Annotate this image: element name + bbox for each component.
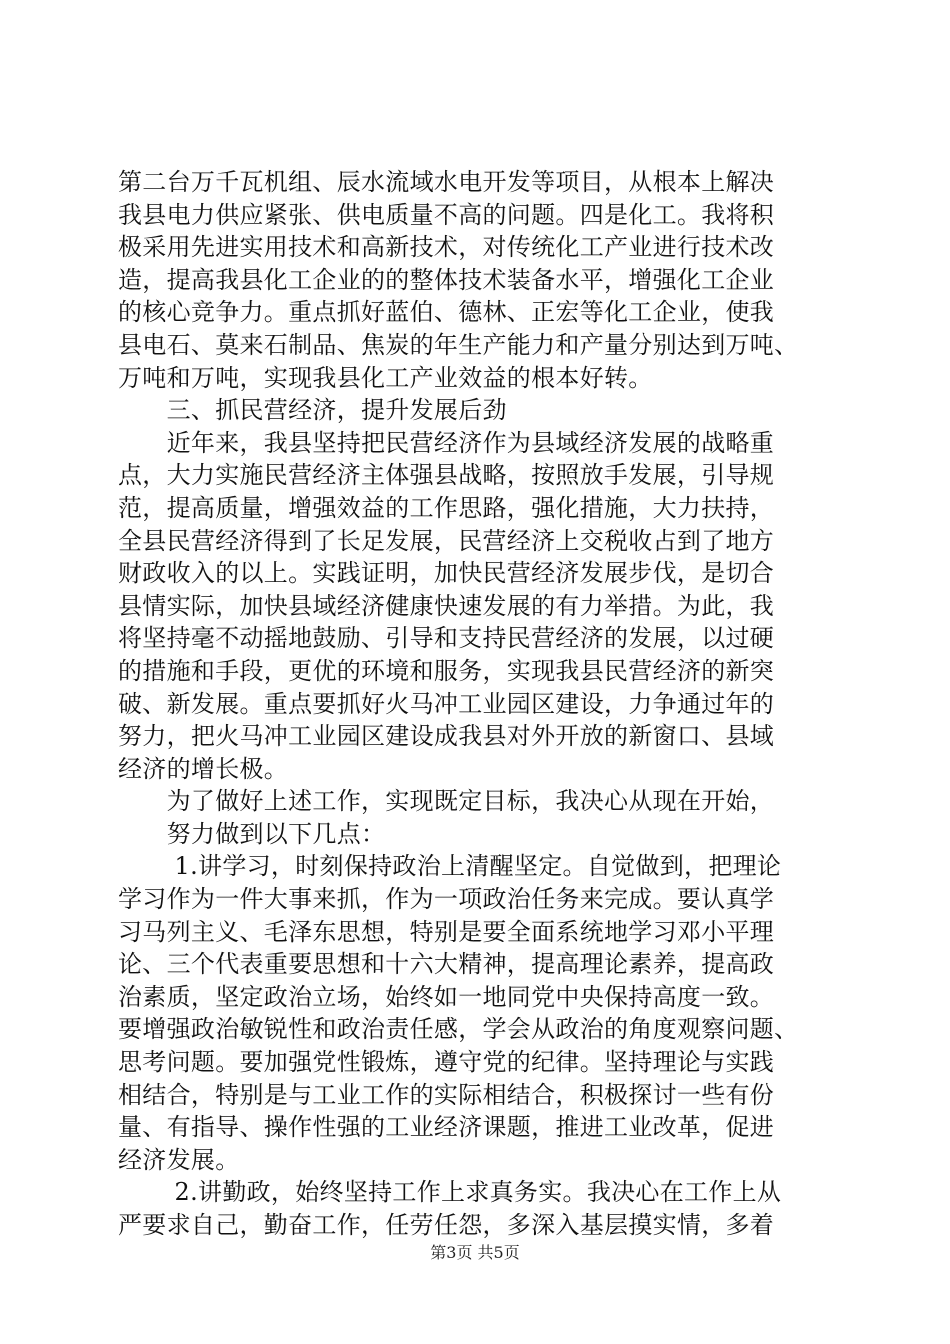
text-line: 要增强政治敏锐性和政治责任感，学会从政治的角度观察问题、 bbox=[118, 1015, 799, 1044]
text-line: 财政收入的以上。实践证明，加快民营经济发展步伐，是切合 bbox=[118, 559, 775, 588]
text-line: 的措施和手段，更优的环境和服务，实现我县民营经济的新突 bbox=[118, 656, 775, 685]
text-line: 量、有指导、操作性强的工业经济课题，推进工业改革，促进 bbox=[118, 1113, 775, 1142]
text-line: 2.讲勤政，始终坚持工作上求真务实。我决心在工作上从 bbox=[118, 1178, 782, 1207]
text-line: 治素质，坚定政治立场，始终如一地同党中央保持高度一致。 bbox=[118, 982, 775, 1011]
text-line: 1.讲学习，时刻保持政治上清醒坚定。自觉做到，把理论 bbox=[118, 852, 782, 881]
text-line: 论、三个代表重要思想和十六大精神，提高理论素养，提高政 bbox=[118, 950, 775, 979]
text-line: 相结合，特别是与工业工作的实际相结合，积极探讨一些有份 bbox=[118, 1080, 775, 1109]
text-line: 万吨和万吨，实现我县化工产业效益的根本好转。 bbox=[118, 363, 653, 392]
text-line: 习马列主义、毛泽东思想，特别是要全面系统地学习邓小平理 bbox=[118, 917, 775, 946]
text-line: 全县民营经济得到了长足发展，民营经济上交税收占到了地方 bbox=[118, 526, 775, 555]
text-line: 努力做到以下几点： bbox=[118, 819, 386, 848]
text-line: 破、新发展。重点要抓好火马冲工业园区建设，力争通过年的 bbox=[118, 689, 775, 718]
text-line: 三、抓民营经济，提升发展后劲 bbox=[118, 396, 507, 425]
text-line: 我县电力供应紧张、供电质量不高的问题。四是化工。我将积 bbox=[118, 200, 775, 229]
text-line: 极采用先进实用技术和高新技术，对传统化工产业进行技术改 bbox=[118, 233, 775, 262]
text-line: 点，大力实施民营经济主体强县战略，按照放手发展，引导规 bbox=[118, 461, 775, 490]
text-line: 范，提高质量，增强效益的工作思路，强化措施，大力扶持， bbox=[118, 493, 775, 522]
text-line: 为了做好上述工作，实现既定目标，我决心从现在开始， bbox=[118, 787, 775, 816]
text-line: 将坚持毫不动摇地鼓励、引导和支持民营经济的发展，以过硬 bbox=[118, 624, 775, 653]
text-line: 县电石、莫来石制品、焦炭的年生产能力和产量分别达到万吨、 bbox=[118, 330, 799, 359]
text-line: 经济的增长极。 bbox=[118, 754, 289, 783]
text-line: 县情实际，加快县域经济健康快速发展的有力举措。为此，我 bbox=[118, 591, 775, 620]
text-line: 经济发展。 bbox=[118, 1145, 240, 1174]
text-line: 造，提高我县化工企业的的整体技术装备水平，增强化工企业 bbox=[118, 265, 775, 294]
text-line: 学习作为一件大事来抓，作为一项政治任务来完成。要认真学 bbox=[118, 885, 775, 914]
text-line: 努力，把火马冲工业园区建设成我县对外开放的新窗口、县域 bbox=[118, 722, 775, 751]
text-line: 的核心竞争力。重点抓好蓝伯、德林、正宏等化工企业，使我 bbox=[118, 298, 775, 327]
document-body bbox=[118, 166, 838, 1242]
text-line: 思考问题。要加强党性锻炼，遵守党的纪律。坚持理论与实践 bbox=[118, 1048, 775, 1077]
page-footer: 第3页 共5页 bbox=[430, 1243, 520, 1262]
text-line: 第二台万千瓦机组、辰水流域水电开发等项目，从根本上解决 bbox=[118, 168, 775, 196]
text-line: 近年来，我县坚持把民营经济作为县域经济发展的战略重 bbox=[118, 428, 775, 457]
text-line: 严要求自己，勤奋工作，任劳任怨，多深入基层摸实情，多着 bbox=[118, 1211, 775, 1239]
